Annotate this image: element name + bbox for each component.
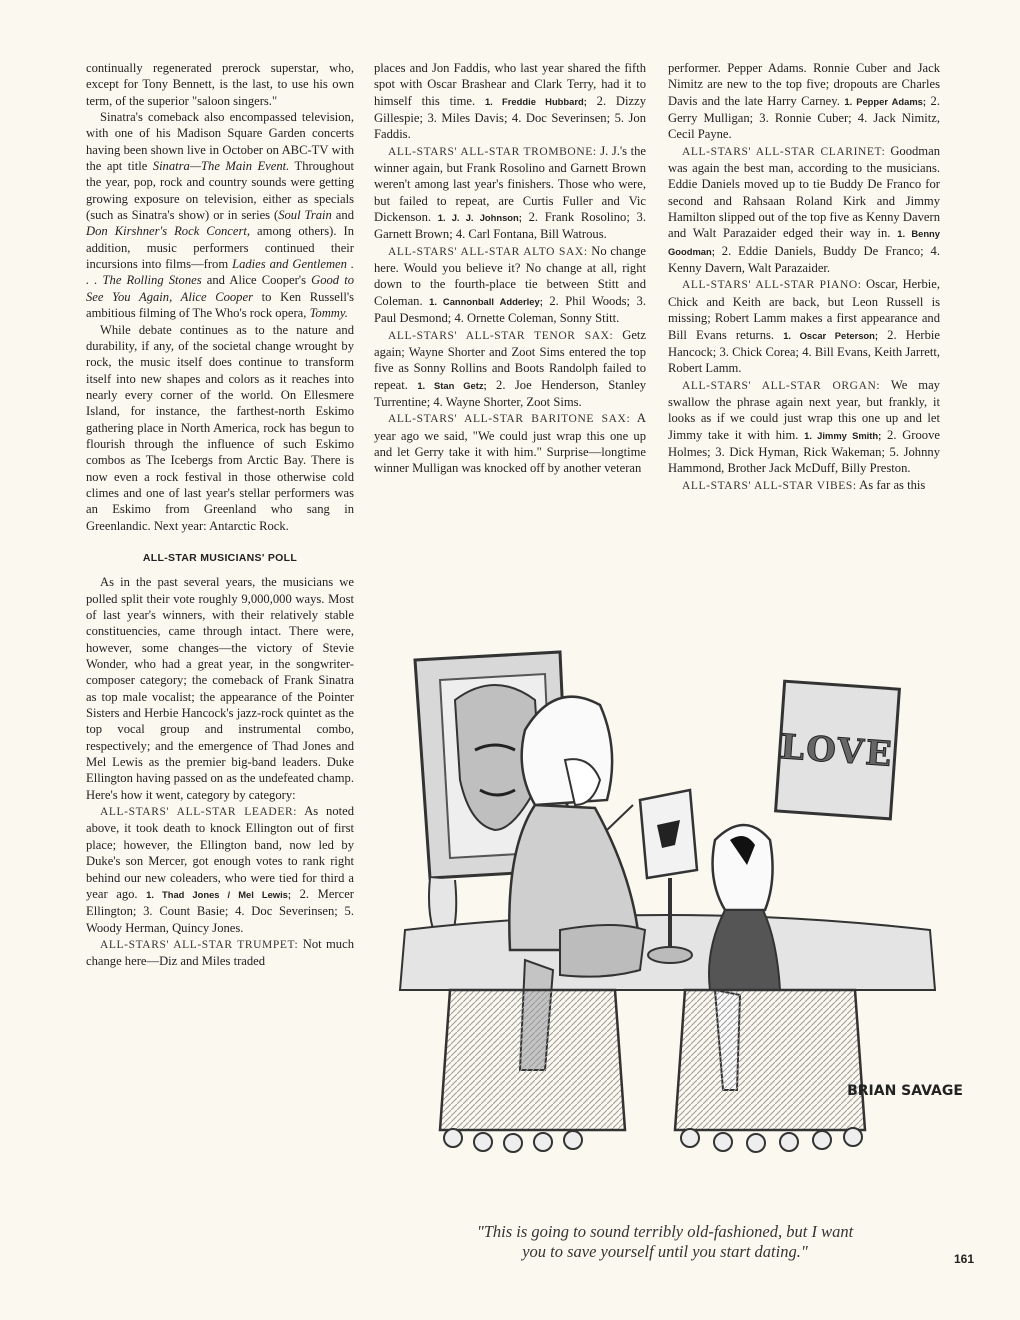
- section-heading: ALL-STAR MUSICIANS' POLL: [142, 551, 298, 564]
- category-alto-sax: ALL-STARS' ALL-STAR ALTO SAX: No change here. Would you believe it? No change at all, right down to the fourth-place tie between Stitt and Coleman. 1. Cannonball Adderley; 2. Phil Woods; 3. Paul Desmond; 4. Ornette Coleman, Sonny Stitt.: [374, 243, 646, 326]
- caption-line-2: you to save yourself until you start dating.": [522, 1242, 808, 1261]
- paragraph: places and Jon Faddis, who last year shared the fifth spot with Oscar Brashear and Clark Terry, had it to himself this time. 1. Freddie Hubbard; 2. Dizzy Gillespie; 3. Miles Davis; 4. Doc Severinsen; 5. Jon Faddis.: [374, 61, 646, 142]
- love-poster: [776, 681, 900, 819]
- svg-text:LOVE: LOVE: [779, 727, 895, 775]
- paragraph: performer. Pepper Adams. Ronnie Cuber and Jack Nimitz are new to the top five; dropouts are Charles Davis and the late Harry Carney. 1. Pepper Adams; 2. Gerry Mulligan; 3. Ronnie Cuber; 4. Jack Nimitz, Cecil Payne.: [668, 61, 940, 142]
- category-vibes: ALL-STARS' ALL-STAR VIBES: As far as this: [682, 477, 926, 492]
- category-trumpet: ALL-STARS' ALL-STAR TRUMPET: Not much change here—Diz and Miles traded: [86, 936, 354, 969]
- category-organ: ALL-STARS' ALL-STAR ORGAN: We may swallow the phrase again next year, but frankly, it looks as if we could just wrap this one up and let Jimmy take it with him. 1. Jimmy Smith; 2. Groove Holmes; 3. Dick Hyman, Rick Wakeman; 5. Johnny Hammond, Brother Jack McDuff, Billy Preston.: [668, 377, 940, 476]
- category-baritone-sax: ALL-STARS' ALL-STAR BARITONE SAX: A year ago we said, "We could just wrap this one up and let Gerry take it with him." Surprise—longtime winner Mulligan was knocked off by another veteran: [374, 411, 646, 476]
- artist-signature: BRIAN SAVAGE: [847, 1083, 963, 1099]
- text-column-3: [668, 60, 940, 494]
- paragraph: As in the past several years, the musicians we polled split their vote roughly 9,000,000 ways. Most of last year's winners, with their relatively stable constituencies, came through intact. There were, however, some changes—the victory of Stevie Wonder, who had a great year, in the songwriter-composer category; the comeback of Frank Sinatra as top male vocalist; the appearance of the Pointer Sisters and Herbie Hancock's jazz-rock quintet as the top vocal group and instrumental combo, respectively; and the emergence of Thad Jones and Mel Lewis as the premier big-band leaders. Duke Ellington having passed on as the undefeated champ. Here's how it went, category by category:: [86, 575, 354, 802]
- cartoon-caption: [370, 1222, 960, 1262]
- category-tenor-sax: ALL-STARS' ALL-STAR TENOR SAX: Getz again; Wayne Shorter and Zoot Sims entered the top five as Sonny Rollins and Boots Randolph failed to repeat. 1. Stan Getz; 2. Joe Henderson, Stanley Turrentine; 4. Wayne Shorter, Zoot Sims.: [374, 327, 647, 409]
- caption-line-1: "This is going to sound terribly old-fashioned, but I want: [476, 1222, 854, 1241]
- ottoman-right: [675, 990, 865, 1152]
- page-number: 161: [954, 1252, 975, 1266]
- category-clarinet: ALL-STARS' ALL-STAR CLARINET: Goodman was again the best man, according to the musicians. Eddie Daniels moved up to tie Buddy De Franco for second and Rahsaan Roland Kirk and Jimmy Hamilton slipped out of the top five as Kenny Davern and Walt Parazaider edged their way in. 1. Benny Goodman; 2. Eddie Daniels, Buddy De Franco; 4. Kenny Davern, Walt Parazaider.: [668, 143, 940, 276]
- category-trombone: ALL-STARS' ALL-STAR TROMBONE: J. J.'s the winner again, but Frank Rosolino and Garnett Brown weren't among last year's finishers. Those who were, but failed to repeat, are Curtis Fuller and Vic Dickenson. 1. J. J. Johnson; 2. Frank Rosolino; 3. Garnett Brown; 4. Carl Fontana, Bill Watrous.: [374, 143, 646, 242]
- ottoman-left: [440, 990, 625, 1152]
- text-column-2: [374, 60, 646, 477]
- text-column-1: [86, 60, 354, 970]
- cartoon-illustration: [385, 630, 963, 1215]
- paragraph: While debate continues as to the nature and durability, if any, of the societal change wrought by rock, the music itself does continue to transform itself into new shapes and colors as it reaches into nearly every corner of the world. On Ellesmere Island, for instance, the farthest-north Eskimo gathering place in North America, rock has begun to flourish through the influence of such Eskimo combos as The Icebergs from Arctic Bay. There is now even a rock festival in those otherwise cold climes and one of last year's stellar performers was an Eskimo from Greenland who sang in Greenlandic. Next year: Antarctic Rock.: [86, 322, 354, 533]
- paragraph: Sinatra's comeback also encompassed television, with one of his Madison Square Garden concerts having been shown live in October on ABC-TV with the apt title Sinatra—The Main Event. Throughout the year, pop, rock and country sounds were getting growing exposure on television, either as specials (such as Sinatra's show) or in series (Soul Train and Don Kirshner's Rock Concert, among others). In addition, music performers continued their incursions into films—from Ladies and Gentlemen . . . The Rolling Stones and Alice Cooper's Good to See You Again, Alice Cooper to Ken Russell's ambitious filming of The Who's rock opera, Tommy.: [86, 110, 354, 321]
- paragraph: continually regenerated prerock superstar, who, except for Tony Bennett, is the last, to use his own term, of the superior "saloon singers.": [86, 61, 354, 108]
- category-piano: ALL-STARS' ALL-STAR PIANO: Oscar, Herbie, Chick and Keith are back, but Leon Russell is missing; Robert Lamm makes a first appearance and Bill Evans returns. 1. Oscar Peterson; 2. Herbie Hancock; 3. Chick Corea; 4. Bill Evans, Keith Jarrett, Robert Lamm.: [668, 277, 940, 376]
- category-leader: ALL-STARS' ALL-STAR LEADER: As noted above, it took death to knock Ellington out of first place; however, the Ellington band, now led by Duke's son Mercer, got enough votes to rank right behind our new coleaders, who were tied for third a year ago. 1. Thad Jones / Mel Lewis; 2. Mercer Ellington; 3. Count Basie; 4. Doc Severinsen; 5. Woody Herman, Quincy Jones.: [86, 804, 355, 935]
